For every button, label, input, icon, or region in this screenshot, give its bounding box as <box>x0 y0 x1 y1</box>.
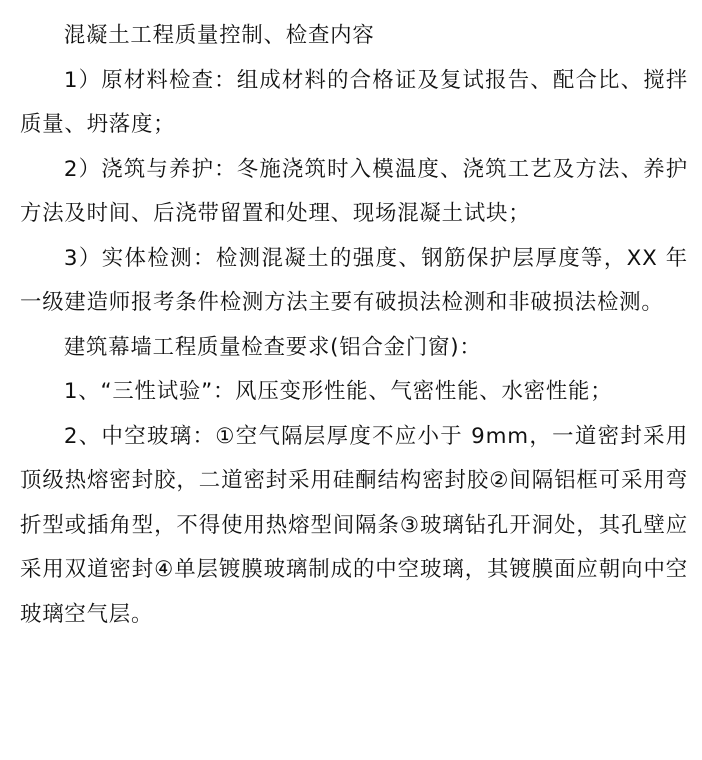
paragraph-three-tests: 1、“三性试验”：风压变形性能、气密性能、水密性能； <box>63 379 613 404</box>
section-title-concrete: 混凝土工程质量控制、检查内容 <box>63 23 375 48</box>
section-title-curtain-wall: 建筑幕墙工程质量检查要求(铝合金门窗)： <box>63 334 482 360</box>
paragraph-pouring-curing: 2）浇筑与养护：冬施浇筑时入模温度、浇筑工艺及方法、养护方法及时间、后浇带留置和处理、现场混凝土试块； <box>20 156 688 226</box>
paragraph-entity-testing: 3）实体检测：检测混凝土的强度、钢筋保护层厚度等，XX 年一级建造师报考条件检测方法主要有破损法检测和非破损法检测。 <box>20 245 688 315</box>
paragraph-insulating-glass: 2、中空玻璃：①空气隔层厚度不应小于 9mm，一道密封采用顶级热熔密封胶，二道密封采用硅酮结构密封胶②间隔铝框可采用弯折型或插角型，不得使用热熔型间隔条③玻璃钻孔开洞处，其孔壁应采用双道密封④单层镀膜玻璃制成的中空玻璃，其镀膜面应朝向中空玻璃空气层。 <box>20 423 688 627</box>
paragraph-raw-materials: 1）原材料检查：组成材料的合格证及复试报告、配合比、搅拌质量、坍落度； <box>20 67 688 137</box>
